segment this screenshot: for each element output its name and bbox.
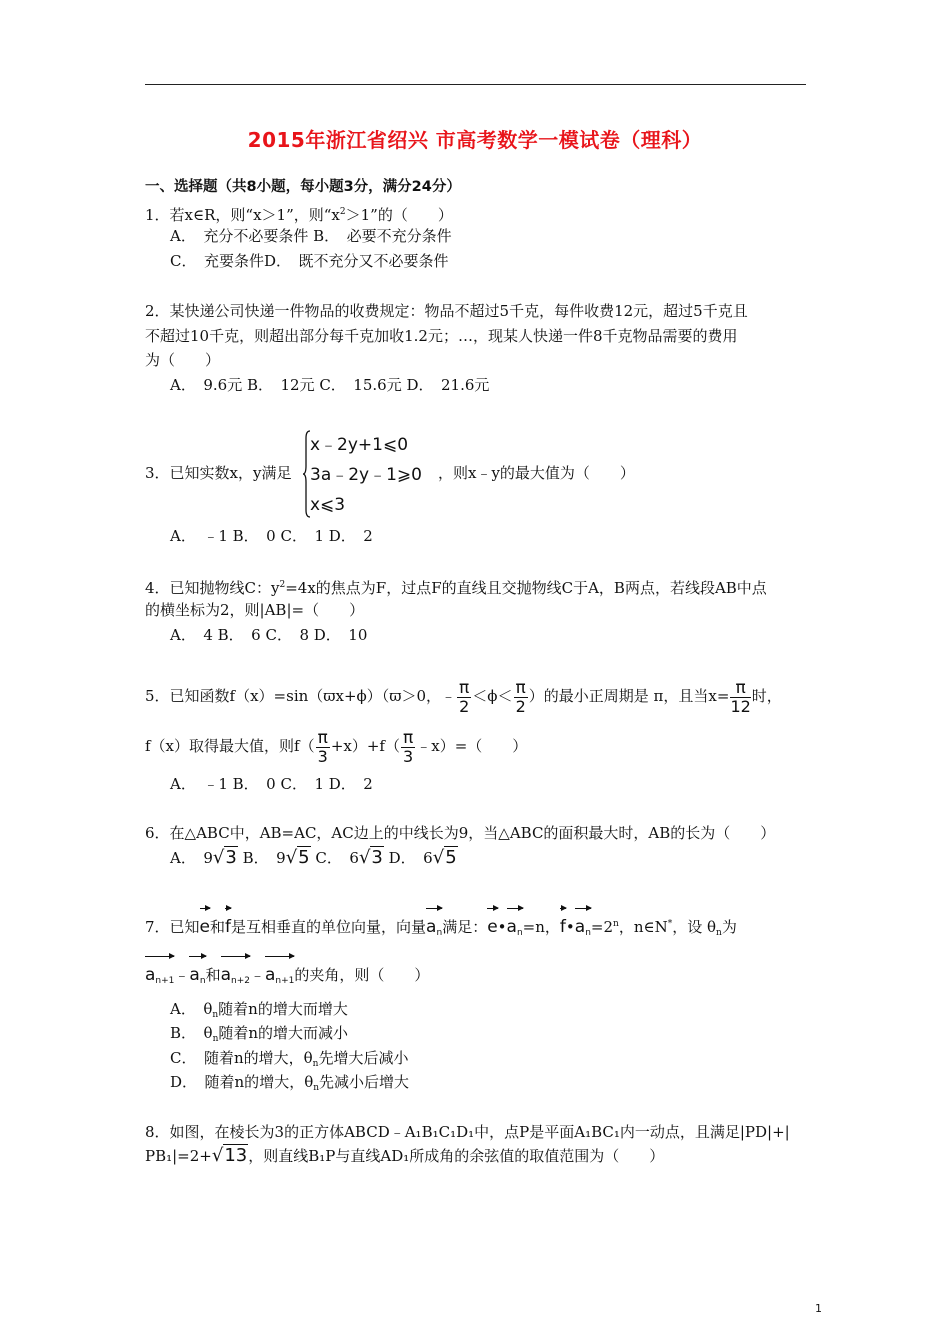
vector-a-n-plus-1: $a_{n+1}$ <box>145 953 174 997</box>
question-2-line-3: 为（ ） <box>145 351 221 369</box>
vector-f: f <box>560 905 566 943</box>
section-heading: 一、选择题（共8小题，每小题3分，满分24分） <box>145 179 461 195</box>
page-title: 2015年浙江省绍兴 市高考数学一模试卷（理科） <box>247 128 703 152</box>
fraction-pi-over-2: $\frac{\pi}{2}$ <box>459 677 470 716</box>
question-3-suffix: ，则x﹣y的最大值为（ ） <box>438 464 635 482</box>
question-1-options-ab: A． 充分不必要条件 B． 必要不充分条件 <box>170 227 452 245</box>
inequality-2: 3a﹣2y﹣1⩾0 <box>310 465 422 485</box>
vector-a-n: $a_n$ <box>189 953 205 997</box>
question-2-line-1: 2．某快递公司快递一件物品的收费规定：物品不超过5千克，每件收费12元，超过5千克且 <box>145 302 748 320</box>
question-1: 1．若x∈R，则“x＞1”，则“$x^2>1$”的（ ） <box>145 206 453 224</box>
question-6-options: A． 9√3 B． 9√5 C． 6√3 D． 6√5 <box>170 847 457 868</box>
question-7-option-a: A． $\theta_n$随着n的增大而增大 <box>170 1000 348 1020</box>
question-7-option-d: D． 随着n的增大，$\theta_n$先减小后增大 <box>170 1073 410 1093</box>
question-5-line-1: 5．已知函数f（x）=sin（ϖx+ϕ）（ϖ＞0，﹣ $\frac{\pi}{2}$ ＜ϕ＜ $\frac{\pi}{2}$ ）的最小正周期是 π，且当x= $\frac{\pi}{12}$ 时， <box>145 677 782 716</box>
question-2-options: A． 9.6元 B． 12元 C． 15.6元 D． 21.6元 <box>170 376 490 394</box>
vector-e: e <box>200 905 210 943</box>
question-5-options: A． ﹣1 B． 0 C． 1 D． 2 <box>170 775 373 793</box>
vector-e: e <box>487 905 497 943</box>
inequality-system <box>310 430 422 520</box>
sqrt-3: √3 <box>358 847 383 868</box>
sqrt-13: √13 <box>211 1145 248 1166</box>
question-8-line-2: PB₁|=2+√13，则直线B₁P与直线AD₁所成角的余弦值的取值范围为（ ） <box>145 1145 665 1166</box>
question-6: 6．在△ABC中，AB=AC，AC边上的中线长为9，当△ABC的面积最大时，AB的长为（ ） <box>145 824 776 842</box>
header-rule <box>145 84 806 85</box>
inequality-3: x⩽3 <box>310 495 346 515</box>
fraction-pi-over-2: $\frac{\pi}{2}$ <box>515 677 526 716</box>
question-2-line-2: 不超过10千克，则超出部分每千克加收1.2元；…，现某人快递一件8千克物品需要的费用 <box>145 327 738 345</box>
question-3-options: A． ﹣1 B． 0 C． 1 D． 2 <box>170 527 373 545</box>
sqrt-3: √3 <box>212 847 237 868</box>
question-4-line-2: 的横坐标为2，则|AB|=（ ） <box>145 601 365 619</box>
vector-a-n: $a_n$ <box>426 905 442 949</box>
vector-f: f <box>225 905 231 943</box>
page-number: 1 <box>815 1302 822 1315</box>
question-5-line-2: f（x）取得最大值，则f（ $\frac{\pi}{3}$ +x）+f（ $\frac{\pi}{3}$ ﹣x）=（ ） <box>145 727 528 766</box>
question-7-option-b: B． $\theta_n$随着n的增大而减小 <box>170 1024 349 1044</box>
question-3-prefix: 3．已知实数x，y满足 <box>145 464 292 482</box>
question-4-line-1: 4．已知抛物线C：$y^2=4x$的焦点为F，过点F的直线且交抛物线C于A，B两点，若线段AB中点 <box>145 579 767 597</box>
vector-a-n-plus-1: $a_{n+1}$ <box>265 953 294 997</box>
question-7-option-c: C． 随着n的增大，$\theta_n$先增大后减小 <box>170 1049 409 1069</box>
question-7-line-1: 7．已知e和f是互相垂直的单位向量，向量$a_n$满足：$e•a_n=n$，$f•a_n=2^n$，n∈N*，设 $\theta_n$为 <box>145 905 737 949</box>
sqrt-5: √5 <box>432 847 457 868</box>
vector-a-n: $a_n$ <box>507 905 523 949</box>
question-8-line-1: 8．如图，在棱长为3的正方体ABCD﹣A₁B₁C₁D₁中，点P是平面A₁BC₁内一动点，且满足|PD|+| <box>145 1123 790 1141</box>
sqrt-5: √5 <box>285 847 310 868</box>
question-1-options-cd: C． 充要条件D． 既不充分又不必要条件 <box>170 252 449 270</box>
fraction-pi-over-12: $\frac{\pi}{12}$ <box>730 677 751 716</box>
fraction-pi-over-3: $\frac{\pi}{3}$ <box>402 727 414 766</box>
question-7-line-2: $a_{n+1}﹣a_n$和$a_{n+2}﹣a_{n+1}$的夹角，则（ ） <box>145 953 429 997</box>
vector-a-n-plus-2: $a_{n+2}$ <box>221 953 250 997</box>
vector-a-n: $a_n$ <box>575 905 591 949</box>
fraction-pi-over-3: $\frac{\pi}{3}$ <box>317 727 328 766</box>
inequality-1: x﹣2y+1⩽0 <box>310 435 409 455</box>
question-4-options: A． 4 B． 6 C． 8 D． 10 <box>170 626 368 644</box>
